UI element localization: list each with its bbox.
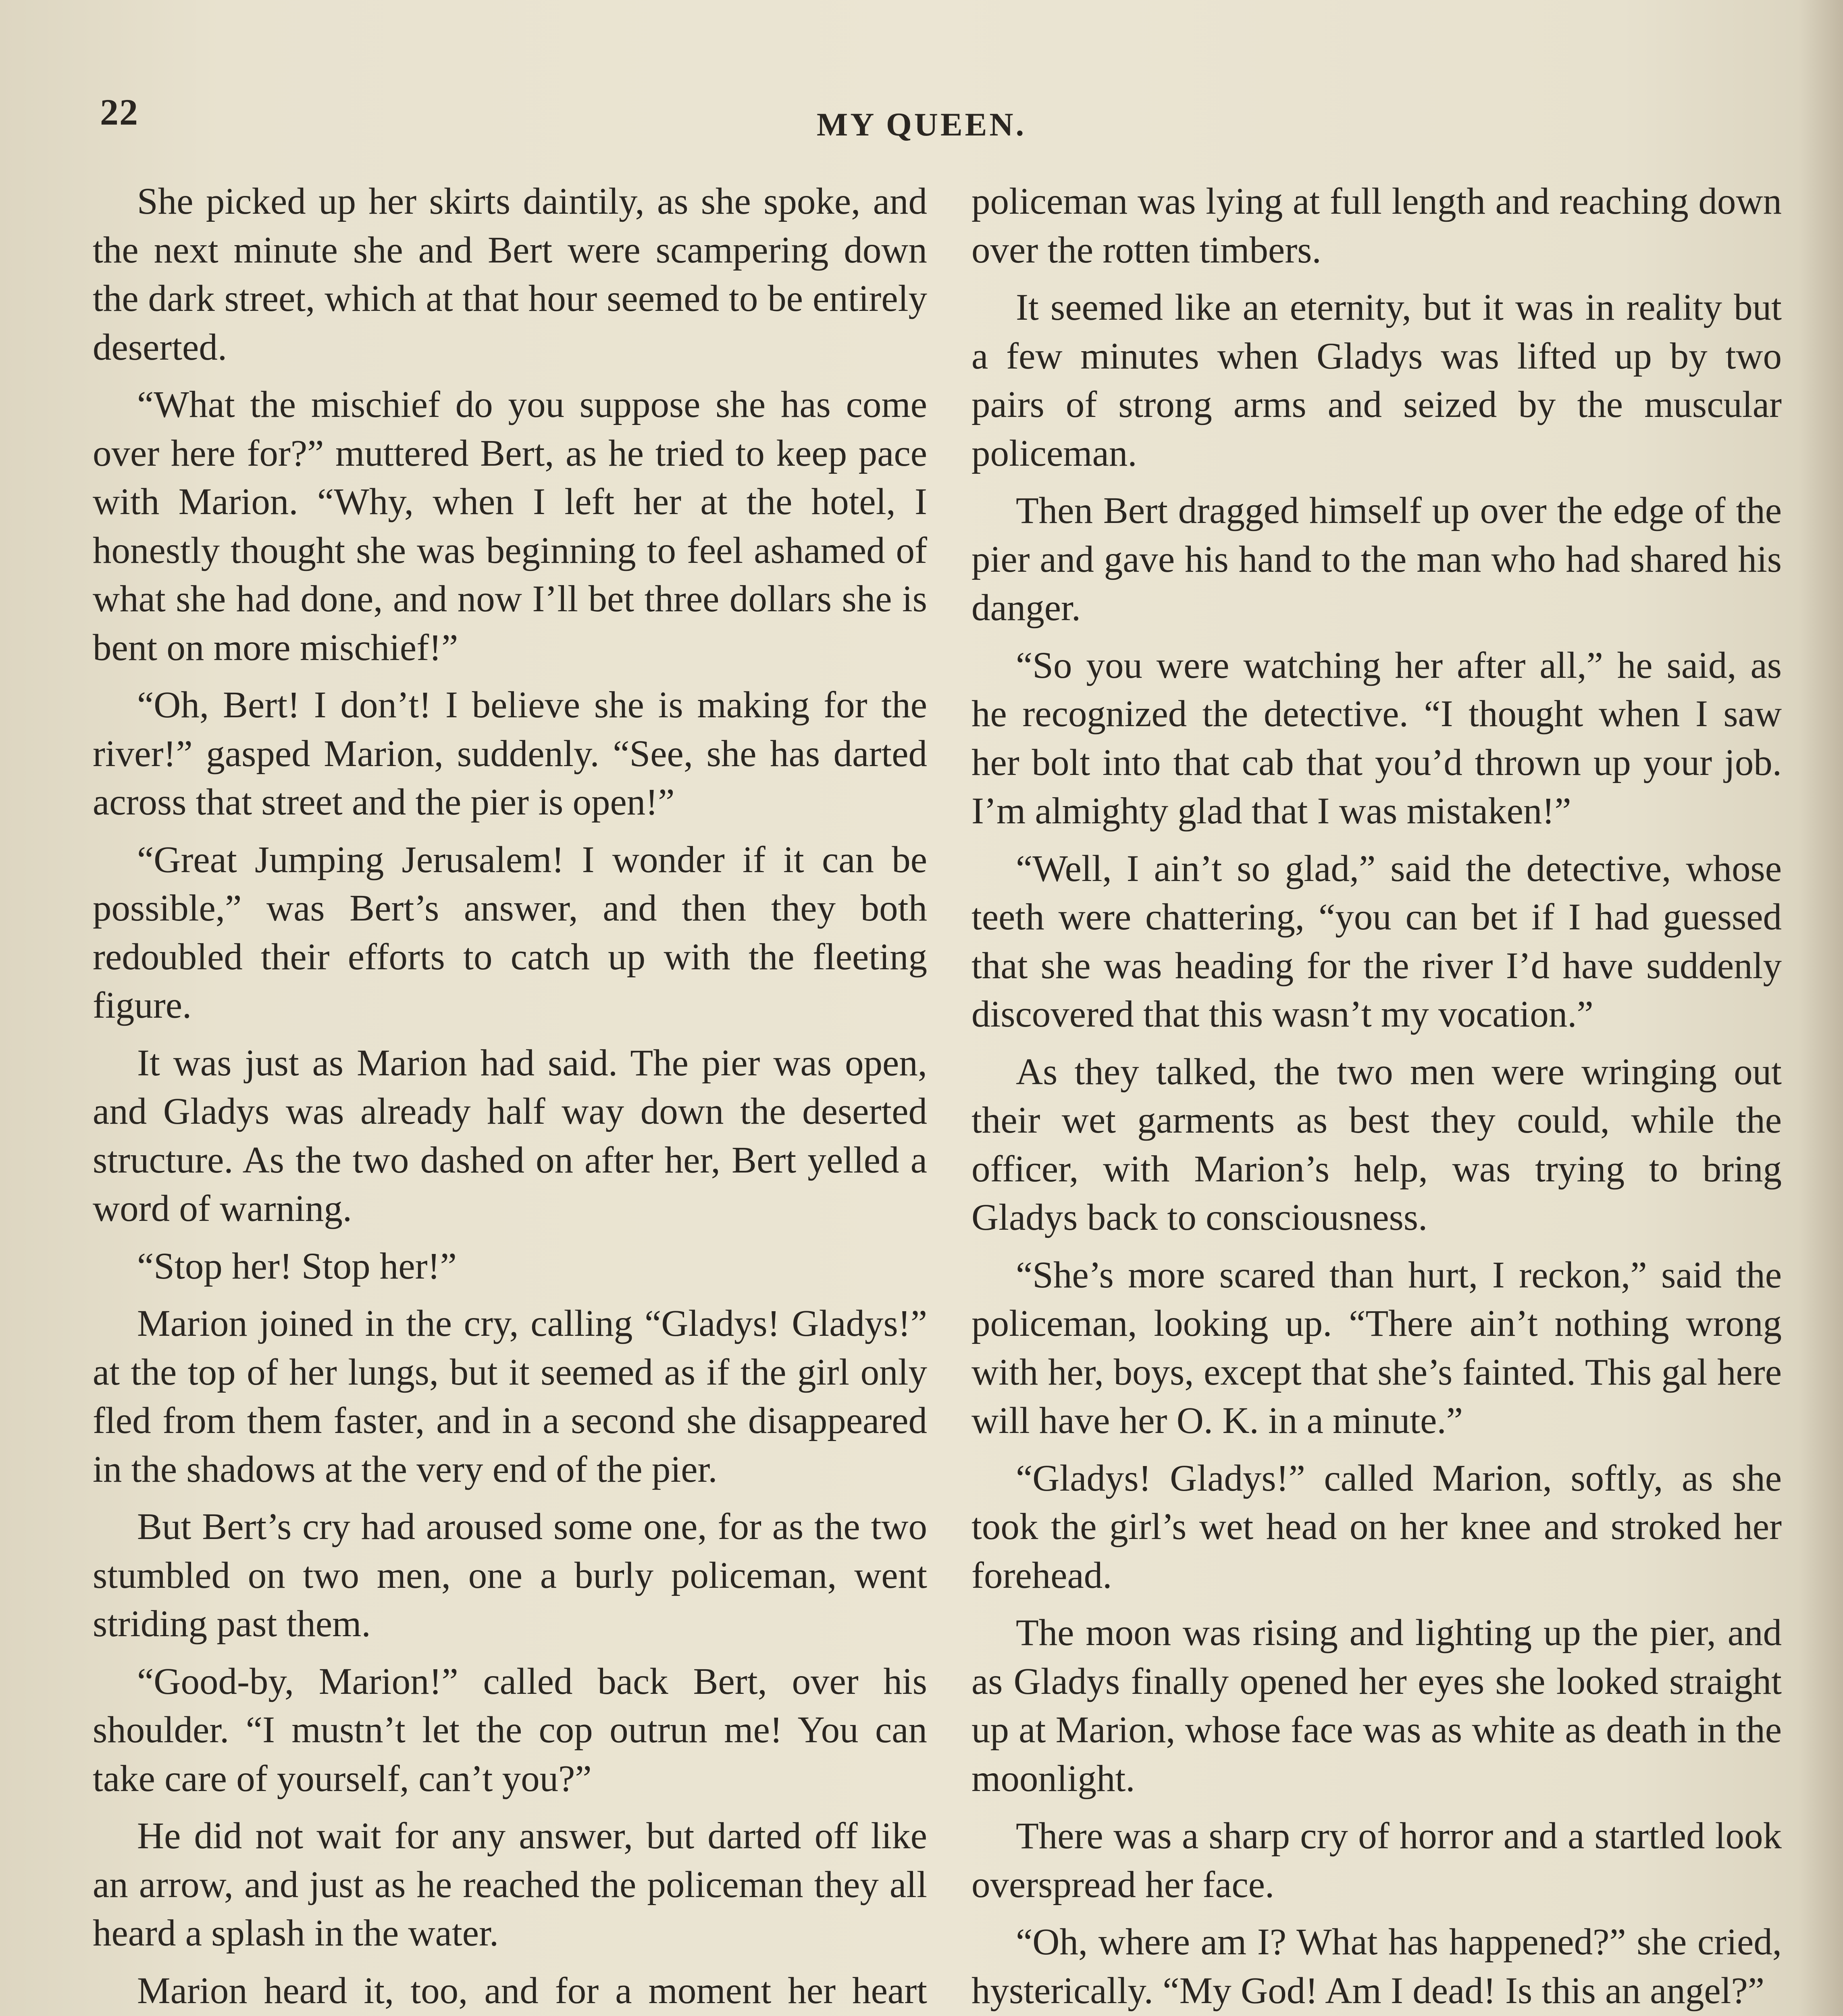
paragraph: “Good-by, Marion!” called back Bert, over his shoulder. “I mustn’t let the cop outrun me! You can take care of yourself, can’t you?” (93, 1660, 927, 1799)
running-title: MY QUEEN. (816, 106, 1027, 143)
paragraph: But Bert’s cry had aroused some one, for as the two stumbled on two men, one a burly policeman, went striding past them. (93, 1506, 927, 1645)
paragraph: “Well, I ain’t so glad,” said the detective, whose teeth were chattering, “you can bet if I had guessed that she was heading for the river I’d have suddenly discovered that this wasn’t my vocation.” (971, 848, 1782, 1035)
paragraph: She picked up her skirts daintily, as she spoke, and the next minute she and Bert were scampering down the dark street, which at that hour seemed to be entirely deserted. (93, 181, 927, 368)
paragraph: The moon was rising and lighting up the pier, and as Gladys finally opened her eyes she looked straight up at Marion, whose face was as white as death in the moonlight. (971, 1612, 1782, 1799)
paragraph: “So you were watching her after all,” he said, as he recognized the detective. “I thought when I saw her bolt into that cab that you’d thrown up your job. I’m almighty glad that I was mistaken!” (971, 644, 1782, 832)
right-text-column (971, 177, 1782, 2016)
paragraph: “Oh, Bert! I don’t! I believe she is making for the river!” gasped Marion, suddenly. “See, she has darted across that street and the pier is open!” (93, 684, 927, 823)
paragraph: Marion heard it, too, and for a moment her heart (137, 1970, 927, 2012)
paragraph: Then Bert dragged himself up over the edge of the pier and gave his hand to the man who had shared his danger. (971, 490, 1782, 629)
paragraph: “Oh, where am I? What has happened?” she cried, hysterically. “My God! Am I dead! Is this an angel?” (971, 1921, 1782, 2012)
paragraph: There was a sharp cry of horror and a startled look overspread her face. (971, 1815, 1782, 1906)
paragraph: “Stop her! Stop her!” (137, 1245, 457, 1287)
paragraph: It seemed like an eternity, but it was in reality but a few minutes when Gladys was lifted up by two pairs of strong arms and seized by the muscular policeman. (971, 287, 1782, 474)
paragraph: “She’s more scared than hurt, I reckon,” said the policeman, looking up. “There ain’t nothing wrong with her, boys, except that she’s fainted. This gal here will have her O. K. in a minute.” (971, 1254, 1782, 1441)
left-text-column (93, 177, 927, 2016)
paragraph: “Gladys! Gladys!” called Marion, softly, as she took the girl’s wet head on her knee and stroked her forehead. (971, 1457, 1782, 1596)
paragraph: As they talked, the two men were wringing out their wet garments as best they could, while the officer, with Marion’s help, was trying to bring Gladys back to consciousness. (971, 1051, 1782, 1238)
paragraph-continued: policeman was lying at full length and reaching down over the rotten timbers. (971, 181, 1782, 271)
paragraph: “What the mischief do you suppose she has come over here for?” muttered Bert, as he tried to keep pace with Marion. “Why, when I left her at the hotel, I honestly thought she was beginning to feel ashamed of what she had done, and now I’ll bet three dollars she is bent on more mischief!” (93, 384, 927, 669)
page-fold-shadow (1799, 0, 1843, 2016)
paragraph: He did not wait for any answer, but darted off like an arrow, and just as he reached the policeman they all heard a splash in the water. (93, 1815, 927, 1954)
paragraph: “Great Jumping Jerusalem! I wonder if it can be possible,” was Bert’s answer, and then they both redoubled their efforts to catch up with the fleeting figure. (93, 839, 927, 1026)
paragraph: It was just as Marion had said. The pier was open, and Gladys was already half way down the deserted structure. As the two dashed on after her, Bert yelled a word of warning. (93, 1042, 927, 1229)
page-number: 22 (100, 92, 139, 133)
paragraph: Marion joined in the cry, calling “Gladys! Gladys!” at the top of her lungs, but it seemed as if the girl only fled from them faster, and in a second she disappeared in the shadows at the very end of the pier. (93, 1303, 927, 1490)
